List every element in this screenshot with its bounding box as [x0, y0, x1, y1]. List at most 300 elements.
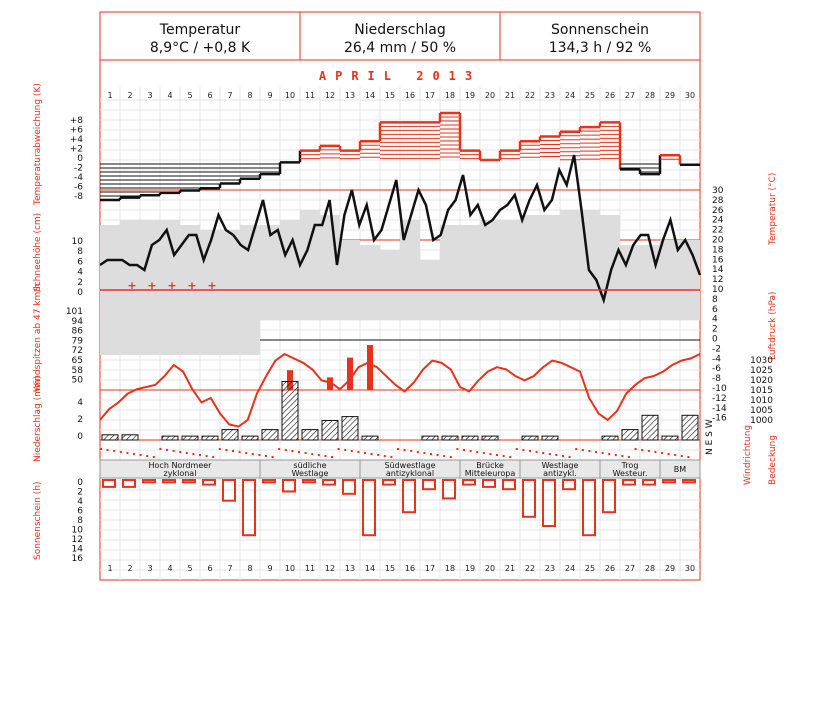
tick-label: 72: [71, 346, 83, 357]
tick-label: 24: [712, 215, 724, 226]
day-label: 30: [684, 91, 696, 100]
wind-dir-dot: [153, 456, 155, 458]
day-label: 28: [644, 91, 656, 100]
day-label: 15: [384, 91, 396, 100]
day-label: 4: [167, 91, 173, 100]
day-label: 25: [584, 564, 596, 573]
wind-dir-dot: [470, 450, 472, 452]
precipitation-summary: 26,4 mm / 50 %: [343, 40, 457, 56]
day-label: 27: [624, 564, 636, 573]
sunshine-summary: 134,3 h / 92 %: [548, 40, 652, 56]
wind-dir-dot: [463, 449, 465, 451]
precip-bar: [242, 436, 258, 440]
axis-label-snow: Schneehöhe (cm): [33, 212, 43, 292]
wind-dir-dot: [291, 450, 293, 452]
wind-dir-dot: [628, 456, 630, 458]
tick-label: +4: [69, 135, 83, 145]
tick-label: -10: [712, 384, 727, 394]
wind-dir-dot: [179, 451, 181, 453]
wind-dir-dot: [602, 452, 604, 454]
sunshine-bar: [443, 480, 455, 498]
sunshine-bar: [123, 480, 135, 487]
tick-label: 8: [712, 294, 718, 305]
temp-range-cell: [280, 220, 300, 320]
temp-range-cell: [460, 225, 480, 320]
axis-label-pressure: Luftdruck (hPa): [768, 291, 778, 360]
sunshine-bar: [403, 480, 415, 512]
tick-label: -8: [74, 192, 83, 202]
day-label: 27: [624, 91, 636, 100]
tick-label: 2: [77, 487, 83, 498]
wind-dir-dot: [311, 453, 313, 455]
wind-dir-dot: [377, 454, 379, 456]
day-label: 26: [604, 91, 616, 100]
precip-bar: [182, 436, 198, 440]
wind-dir-dot: [608, 453, 610, 455]
snow-plus-marker: +: [127, 279, 137, 292]
wind-dir-dot: [661, 452, 663, 454]
tick-label: 94: [71, 316, 83, 327]
sunshine-bar: [263, 480, 275, 482]
wind-dir-dot: [199, 454, 201, 456]
tick-label: -16: [712, 413, 727, 424]
day-label: 11: [304, 91, 316, 100]
regime-label: Trog: [621, 461, 639, 470]
wind-dir-dot: [404, 449, 406, 451]
tick-label: 2: [77, 415, 83, 425]
tick-label: 18: [712, 245, 724, 256]
axis-label-cloud: Bedeckung: [768, 435, 778, 485]
wind-dir-dot: [483, 452, 485, 454]
wind-dir-dot: [186, 452, 188, 454]
day-label: 16: [404, 91, 416, 100]
wind-dir-dot: [305, 452, 307, 454]
wind-dir-dot: [318, 454, 320, 456]
tick-label: 6: [77, 506, 83, 517]
day-label: 8: [247, 91, 253, 100]
day-label: 28: [644, 564, 656, 573]
axis-label-precip: Niederschlag (mm): [33, 375, 43, 462]
day-label: 29: [664, 564, 676, 573]
tick-label: -8: [712, 374, 721, 385]
precip-bar: [622, 430, 638, 440]
tick-label: 10: [71, 525, 83, 536]
day-label: 22: [524, 91, 536, 100]
day-label: 25: [584, 91, 596, 100]
sunshine-bar: [143, 480, 155, 482]
day-label: 19: [464, 91, 476, 100]
sunshine-bars: [103, 480, 695, 535]
temp-range-cell: [260, 225, 280, 320]
sunshine-bar: [323, 480, 335, 485]
tick-label: -4: [74, 173, 83, 183]
day-label: 7: [227, 564, 233, 573]
sunshine-bar: [243, 480, 255, 535]
day-label: 9: [267, 91, 273, 100]
wind-dir-dot: [159, 448, 161, 450]
wind-dir-ticks: N E S W: [705, 419, 715, 455]
regime-label: zyklonal: [163, 469, 197, 478]
tick-label: 16: [71, 554, 83, 564]
wind-dir-dot: [417, 451, 419, 453]
wind-dir-dot: [272, 456, 274, 458]
day-label: 11: [304, 564, 316, 573]
day-labels-bottom: [107, 564, 695, 573]
tick-label: 1025: [750, 366, 773, 376]
wind-dir-dot: [588, 450, 590, 452]
wind-dir-dot: [476, 451, 478, 453]
wind-dir-dot: [344, 449, 346, 451]
wind-dir-dot: [384, 455, 386, 457]
tick-label: +6: [69, 125, 83, 136]
tick-label: 1000: [750, 416, 773, 426]
tick-label: 1010: [750, 396, 773, 406]
tick-label: 28: [712, 195, 724, 206]
tick-label: -6: [74, 182, 83, 193]
day-label: 7: [227, 91, 233, 100]
wind-dir-dot: [278, 448, 280, 450]
temp-range-cell: [200, 230, 220, 355]
axis-label-temp-anomaly: Temperaturabweichung (K): [33, 83, 43, 205]
tick-label: 12: [71, 535, 83, 545]
wind-dir-dot: [113, 450, 115, 452]
axis-label-sunshine: Sonnenschein (h): [33, 481, 43, 560]
regime-label: BM: [673, 465, 687, 474]
tick-label: 26: [712, 205, 724, 216]
wind-dir-dot: [569, 456, 571, 458]
regime-label: Südwestlage: [384, 461, 436, 470]
sunshine-bar: [103, 480, 115, 487]
wind-dir-dot: [351, 450, 353, 452]
wind-dir-dot: [107, 449, 109, 451]
tick-label: -14: [712, 403, 727, 414]
wind-dir-dot: [225, 449, 227, 451]
day-label: 20: [484, 91, 496, 100]
regime-label: antizykl.: [543, 469, 577, 478]
wind-dir-dot: [681, 455, 683, 457]
day-label: 17: [424, 91, 436, 100]
regime-label: südliche: [293, 461, 327, 470]
wind-dir-dot: [522, 449, 524, 451]
tick-label: 65: [71, 356, 83, 366]
sunshine-bar: [563, 480, 575, 489]
precip-bar: [642, 415, 658, 440]
temp-range-cell: [560, 210, 580, 320]
day-label: 17: [424, 564, 436, 573]
day-label: 18: [444, 91, 456, 100]
tick-label: 0: [77, 478, 83, 488]
day-label: 23: [544, 91, 556, 100]
precip-bar: [602, 436, 618, 440]
temp-range-cell: [360, 245, 380, 320]
sunshine-bar: [303, 480, 315, 482]
wind-dir-dot: [397, 448, 399, 450]
day-label: 3: [147, 91, 153, 100]
tick-label: 4: [77, 398, 83, 408]
tick-label: 4: [712, 314, 718, 325]
day-label: 22: [524, 564, 536, 573]
tick-label: 79: [71, 336, 83, 347]
precip-bar: [482, 436, 498, 440]
sunshine-title: Sonnenschein: [551, 22, 649, 38]
day-label: 3: [147, 564, 153, 573]
tick-label: -12: [712, 393, 727, 404]
day-label: 18: [444, 564, 456, 573]
sunshine-bar: [523, 480, 535, 517]
wind-dir-dot: [232, 450, 234, 452]
temperature-title: Temperatur: [159, 22, 241, 38]
wind-dir-dot: [456, 448, 458, 450]
day-label: 13: [344, 564, 356, 573]
day-label: 23: [544, 564, 556, 573]
wind-dir-dot: [364, 452, 366, 454]
gust-bar: [367, 345, 373, 390]
tick-label: 0: [77, 288, 83, 298]
wind-dir-dot: [357, 451, 359, 453]
day-label: 14: [364, 91, 376, 100]
precip-bar: [302, 430, 318, 440]
day-label: 15: [384, 564, 396, 573]
day-label: 2: [127, 91, 133, 100]
wind-dir-dot: [595, 451, 597, 453]
sunshine-bar: [543, 480, 555, 526]
sunshine-bar: [383, 480, 395, 485]
wind-dir-dot: [635, 448, 637, 450]
wind-dir-dot: [654, 451, 656, 453]
precip-bar: [342, 417, 358, 440]
sunshine-bar: [343, 480, 355, 494]
wind-dir-dot: [390, 456, 392, 458]
wind-dir-dot: [674, 454, 676, 456]
regime-label: antizyklonal: [385, 469, 435, 478]
tick-label: 50: [71, 375, 83, 386]
wind-dir-dot: [298, 451, 300, 453]
snow-plus-marker: +: [147, 279, 157, 292]
wind-dir-dot: [212, 456, 214, 458]
tick-label: 8: [77, 516, 83, 526]
axis-label-wind-dir: Windrichtung: [743, 424, 753, 485]
wind-dir-dot: [443, 455, 445, 457]
wind-dir-dot: [252, 453, 254, 455]
sunshine-bar: [503, 480, 515, 489]
temperature-summary: 8,9°C / +0,8 K: [149, 40, 251, 56]
sunshine-bar: [483, 480, 495, 487]
wind-dir-dot: [410, 450, 412, 452]
sunshine-bar: [603, 480, 615, 512]
day-label: 10: [284, 91, 296, 100]
precip-bar: [462, 436, 478, 440]
wind-dir-dot: [536, 451, 538, 453]
precip-bar: [222, 430, 238, 440]
tick-label: 4: [77, 267, 83, 278]
day-label: 20: [484, 564, 496, 573]
tick-label: 6: [712, 304, 718, 315]
wind-dir-dot: [285, 449, 287, 451]
wind-dir-dot: [265, 455, 267, 457]
gust-bar: [347, 358, 353, 390]
wind-dir-dot: [166, 449, 168, 451]
day-label: 16: [404, 564, 416, 573]
gust-bar: [327, 377, 333, 390]
wind-dir-dot: [423, 452, 425, 454]
axis-label-temperature: Temperatur (°C): [768, 172, 778, 245]
day-label: 24: [564, 564, 576, 573]
tick-label: +2: [69, 144, 83, 155]
day-label: 10: [284, 564, 296, 573]
day-label: 21: [504, 91, 516, 100]
day-label: 5: [187, 91, 193, 100]
day-label: 9: [267, 564, 273, 573]
day-label: 12: [324, 564, 336, 573]
tick-label: 1005: [750, 406, 773, 416]
precip-bar: [202, 436, 218, 440]
tick-label: 8: [77, 247, 83, 258]
tick-label: 86: [71, 326, 83, 337]
temp-range-cell: [380, 250, 400, 320]
tick-label: -6: [712, 364, 721, 375]
wind-dir-dot: [324, 455, 326, 457]
temp-range-cell: [480, 220, 500, 320]
wind-dir-dot: [615, 454, 617, 456]
day-label: 14: [364, 564, 376, 573]
day-label: 4: [167, 564, 173, 573]
tick-label: 4: [77, 497, 83, 507]
wind-dir-dot: [621, 455, 623, 457]
temp-range-cell: [300, 210, 320, 320]
wind-dir-dot: [549, 453, 551, 455]
day-label: 1: [107, 564, 113, 573]
wind-dir-dot: [140, 454, 142, 456]
regime-label: Brücke: [476, 461, 504, 470]
wind-dir-dot: [582, 449, 584, 451]
tick-label: 20: [712, 235, 724, 246]
wind-dir-dot: [489, 453, 491, 455]
wind-dir-dot: [529, 450, 531, 452]
wind-dir-dot: [503, 455, 505, 457]
precip-bar: [682, 415, 698, 440]
tick-label: 2: [712, 324, 718, 335]
precip-bar: [122, 435, 138, 440]
wind-dir-dot: [219, 448, 221, 450]
temp-range-cell: [540, 215, 560, 320]
wind-dir-dot: [258, 454, 260, 456]
tick-label: 6: [77, 257, 83, 268]
wind-dir-dot: [575, 448, 577, 450]
tick-label: 101: [65, 307, 83, 317]
day-label: 29: [664, 91, 676, 100]
wind-dir-dot: [245, 452, 247, 454]
sunshine-bar: [163, 480, 175, 482]
precip-bar: [362, 436, 378, 440]
regime-label: Westeur.: [612, 469, 648, 478]
temp-range-cell: [600, 215, 620, 320]
tick-label: 22: [712, 225, 724, 236]
temp-range-cell: [340, 240, 360, 320]
wind-dir-dot: [437, 454, 439, 456]
day-label: 19: [464, 564, 476, 573]
tick-label: -2: [74, 163, 83, 174]
day-label: 24: [564, 91, 576, 100]
temp-range-cell: [440, 225, 460, 320]
day-label: 21: [504, 564, 516, 573]
wind-dir-dot: [371, 453, 373, 455]
wind-dir-dot: [192, 453, 194, 455]
tick-label: 58: [71, 365, 83, 376]
day-label: 26: [604, 564, 616, 573]
day-label: 2: [127, 564, 133, 573]
wind-dir-dot: [516, 448, 518, 450]
snow-plus-marker: +: [207, 279, 217, 292]
month-label: APRIL 2013: [318, 69, 482, 83]
sunshine-bar: [423, 480, 435, 489]
wind-dir-dot: [120, 451, 122, 453]
wind-dir-dot: [430, 453, 432, 455]
summary-header: [100, 12, 700, 60]
wind-dir-dot: [450, 456, 452, 458]
wind-dir-dot: [555, 454, 557, 456]
tick-label: 16: [712, 255, 724, 266]
wind-dir-dot: [100, 448, 102, 450]
tick-label: 30: [712, 186, 724, 196]
precip-bar: [162, 436, 178, 440]
sunshine-bar: [683, 480, 695, 482]
temp-range-cell: [220, 230, 240, 355]
snow-plus-marker: +: [187, 279, 197, 292]
precip-bar: [542, 436, 558, 440]
sunshine-bar: [363, 480, 375, 535]
precipitation-title: Niederschlag: [354, 22, 446, 38]
wind-dir-dot: [562, 455, 564, 457]
temp-range-cell: [520, 215, 540, 320]
wind-dir-dot: [133, 453, 135, 455]
wind-dir-dot: [173, 450, 175, 452]
day-label: 13: [344, 91, 356, 100]
tick-label: 10: [712, 285, 724, 295]
tick-label: -4: [712, 354, 721, 365]
wind-dir-dot: [542, 452, 544, 454]
sunshine-bar: [623, 480, 635, 485]
tick-label: 1020: [750, 376, 773, 386]
tick-label: 2: [77, 277, 83, 288]
day-label: 6: [207, 564, 213, 573]
day-label: 5: [187, 564, 193, 573]
precip-bar: [322, 421, 338, 441]
precip-bar: [442, 436, 458, 440]
tick-label: 0: [712, 334, 718, 345]
tick-label: -2: [712, 344, 721, 355]
wind-dir-dot: [668, 453, 670, 455]
precip-bar: [262, 430, 278, 440]
regime-label: Westlage: [541, 461, 579, 470]
day-label: 1: [107, 91, 113, 100]
wind-dir-dot: [687, 456, 689, 458]
tick-label: 12: [712, 275, 724, 286]
sunshine-bar: [643, 480, 655, 485]
temp-range-cell: [660, 240, 680, 320]
weather-regime-strip: [100, 460, 700, 478]
precip-bar: [422, 436, 438, 440]
tick-label: 0: [77, 154, 83, 164]
tick-label: 1015: [750, 386, 773, 396]
tick-label: 1030: [750, 356, 773, 366]
sunshine-bar: [663, 480, 675, 482]
wind-dir-dot: [206, 455, 208, 457]
tick-label: 14: [712, 265, 724, 276]
wind-dir-dot: [648, 450, 650, 452]
tick-label: 0: [77, 432, 83, 442]
temp-range-cell: [320, 215, 340, 320]
temp-range-cell: [500, 220, 520, 320]
